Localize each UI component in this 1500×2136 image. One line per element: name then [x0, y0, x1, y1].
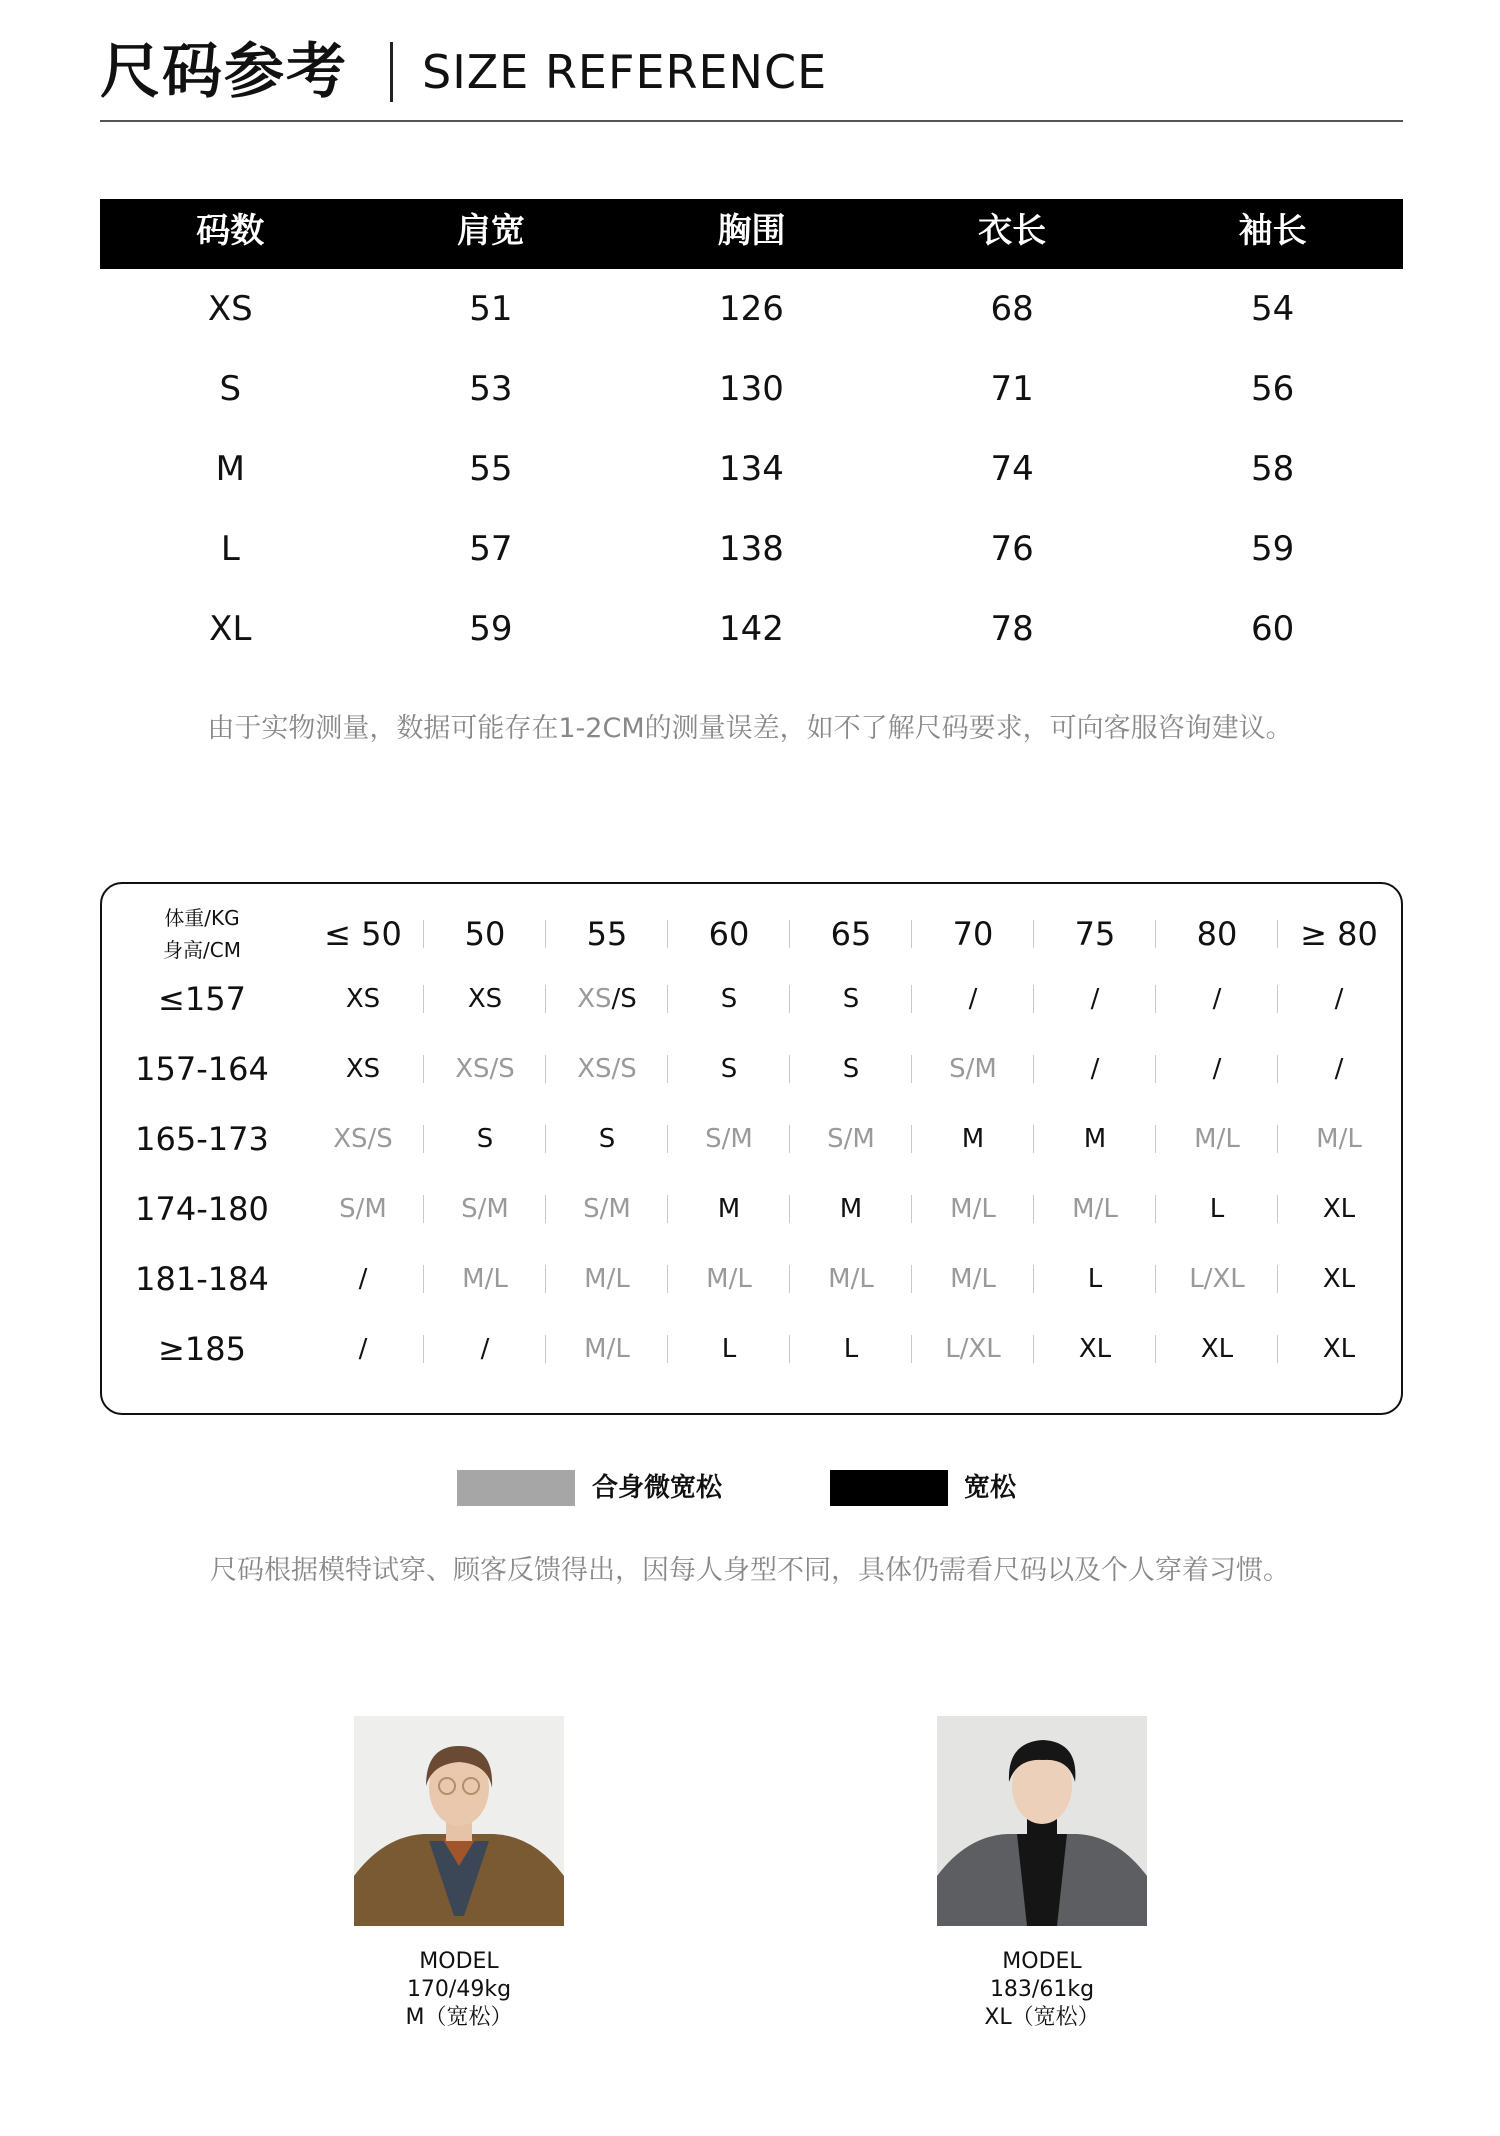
- fit-cell: [1156, 1124, 1278, 1154]
- fit-cell: [790, 1334, 912, 1364]
- fit-cell: [302, 1194, 424, 1224]
- height-label: 157-164: [135, 1050, 269, 1088]
- fit-cell: [302, 984, 424, 1014]
- table-cell: 59: [1251, 529, 1295, 569]
- table-cell: 74: [990, 449, 1034, 489]
- page-header: [100, 34, 1403, 122]
- fit-cell: [546, 984, 668, 1014]
- fit-cell: [424, 1264, 546, 1294]
- size-text: /: [1212, 984, 1222, 1014]
- fit-row: [102, 1034, 1400, 1104]
- height-label: 174-180: [135, 1190, 269, 1228]
- table-cell: 60: [1251, 609, 1295, 649]
- height-label: 181-184: [135, 1260, 269, 1298]
- weight-header: 80: [1156, 915, 1278, 953]
- fit-cell: [912, 1194, 1034, 1224]
- table-row: [100, 429, 1403, 509]
- fit-grid: [102, 904, 1400, 1384]
- size-text: /: [1090, 984, 1100, 1014]
- col-header: 袖长: [1238, 211, 1307, 251]
- size-text: /: [358, 1264, 368, 1294]
- fit-chart: [100, 882, 1403, 1415]
- size-text: XS: [345, 1054, 381, 1084]
- size-text: /: [1212, 1054, 1222, 1084]
- fit-cell: [790, 984, 912, 1014]
- size-text: L: [1087, 1264, 1103, 1294]
- size-text: S: [842, 984, 860, 1014]
- weight-header: 75: [1034, 915, 1156, 953]
- title-divider: [390, 42, 393, 102]
- fit-cell: [1278, 1124, 1400, 1154]
- fit-cell: [546, 1334, 668, 1364]
- model-card: [937, 1716, 1147, 2032]
- fit-cell: [1278, 1334, 1400, 1364]
- legend: [0, 1470, 1500, 1506]
- size-text: L/XL: [945, 1334, 1001, 1364]
- fit-cell: [302, 1124, 424, 1154]
- size-text: XS/S: [577, 1054, 637, 1084]
- table-cell: 78: [990, 609, 1034, 649]
- fit-cell: [1034, 1124, 1156, 1154]
- legend-swatch-fit: [457, 1470, 575, 1506]
- model-size: M（宽松）: [405, 2005, 513, 2030]
- size-text: /S: [611, 984, 637, 1014]
- fit-cell: [1034, 1264, 1156, 1294]
- fit-row: [102, 1104, 1400, 1174]
- fit-cell: [546, 1124, 668, 1154]
- corner-height-label: 身高/CM: [163, 938, 241, 962]
- corner-label: [102, 902, 302, 966]
- size-text: M/L: [706, 1264, 752, 1294]
- page-title-en: SIZE REFERENCE: [422, 45, 828, 99]
- col-header: 胸围: [717, 211, 786, 251]
- weight-header: 55: [546, 915, 668, 953]
- table-cell: S: [219, 369, 242, 409]
- fit-note: 尺码根据模特试穿、顾客反馈得出，因每人身型不同，具体仍需看尺码以及个人穿着习惯。: [210, 1555, 1290, 1586]
- model-label: MODEL: [1002, 1949, 1082, 1974]
- size-text: S/M: [339, 1194, 387, 1224]
- size-text: M/L: [584, 1264, 630, 1294]
- model-size: XL（宽松）: [984, 2005, 1100, 2030]
- model-photo-female: [354, 1716, 564, 1926]
- size-text: S: [842, 1054, 860, 1084]
- fit-cell: [302, 1054, 424, 1084]
- size-text: /: [1090, 1054, 1100, 1084]
- size-text: M/L: [1316, 1124, 1362, 1154]
- size-text: S/M: [705, 1124, 753, 1154]
- fit-cell: [668, 1054, 790, 1084]
- size-text: L: [843, 1334, 859, 1364]
- fit-cell: [1156, 984, 1278, 1014]
- size-text: L: [721, 1334, 737, 1364]
- size-text: /: [358, 1334, 368, 1364]
- table-row: [100, 509, 1403, 589]
- header-rule: [100, 120, 1403, 122]
- col-header: 肩宽: [456, 211, 525, 251]
- table-row: [100, 349, 1403, 429]
- table-cell: 126: [719, 289, 784, 329]
- table-cell: 130: [719, 369, 784, 409]
- fit-cell: [1034, 984, 1156, 1014]
- size-table: [100, 199, 1403, 669]
- fit-cell: [1034, 1334, 1156, 1364]
- size-text: XS/S: [333, 1124, 393, 1154]
- size-text: XL: [1322, 1264, 1356, 1294]
- fit-row: [102, 1314, 1400, 1384]
- size-text: S: [598, 1124, 616, 1154]
- fit-cell: [1278, 1054, 1400, 1084]
- page-title-cn: 尺码参考: [100, 37, 348, 107]
- size-text: M/L: [828, 1264, 874, 1294]
- fit-cell: [1034, 1194, 1156, 1224]
- table-cell: 71: [990, 369, 1034, 409]
- fit-cell: [912, 1054, 1034, 1084]
- fit-cell: [424, 1334, 546, 1364]
- size-text: M/L: [950, 1194, 996, 1224]
- legend-label-fit: 合身微宽松: [592, 1473, 723, 1503]
- fit-cell: [790, 1054, 912, 1084]
- weight-header: 70: [912, 915, 1034, 953]
- table-cell: 134: [719, 449, 784, 489]
- size-text: M: [717, 1194, 741, 1224]
- size-text: M/L: [584, 1334, 630, 1364]
- table-cell: 51: [469, 289, 513, 329]
- fit-cell: [424, 1194, 546, 1224]
- model-photo-male: [937, 1716, 1147, 1926]
- fit-cell: [912, 1334, 1034, 1364]
- table-cell: L: [220, 529, 240, 569]
- corner-weight-label: 体重/KG: [164, 906, 240, 930]
- model-stats: 170/49kg: [406, 1977, 512, 2002]
- table-cell: 58: [1251, 449, 1295, 489]
- weight-header: 60: [668, 915, 790, 953]
- model-label: MODEL: [419, 1949, 499, 1974]
- fit-cell: [668, 1264, 790, 1294]
- table-cell: 138: [719, 529, 784, 569]
- size-text: L: [1209, 1194, 1225, 1224]
- size-text: M/L: [950, 1264, 996, 1294]
- fit-cell: [1278, 1264, 1400, 1294]
- size-text: S/M: [949, 1054, 997, 1084]
- weight-header: 50: [424, 915, 546, 953]
- size-text: XL: [1322, 1334, 1356, 1364]
- model-stats: 183/61kg: [989, 1977, 1095, 2002]
- size-text: XS/S: [455, 1054, 515, 1084]
- size-text: S: [476, 1124, 494, 1154]
- fit-cell: [790, 1124, 912, 1154]
- table-cell: 56: [1251, 369, 1295, 409]
- measurement-note: 由于实物测量，数据可能存在1-2CM的测量误差，如不了解尺码要求，可向客服咨询建议。: [207, 713, 1293, 744]
- fit-cell: [546, 1194, 668, 1224]
- size-text: XL: [1322, 1194, 1356, 1224]
- height-label: ≤157: [158, 980, 246, 1018]
- size-text: S/M: [461, 1194, 509, 1224]
- size-text: M: [839, 1194, 863, 1224]
- size-text: /: [1334, 984, 1344, 1014]
- fit-cell: [424, 984, 546, 1014]
- fit-cell: [424, 1054, 546, 1084]
- weight-header: ≤ 50: [324, 915, 402, 953]
- size-text: /: [480, 1334, 490, 1364]
- fit-cell: [424, 1124, 546, 1154]
- height-label: 165-173: [135, 1120, 269, 1158]
- fit-cell: [1156, 1334, 1278, 1364]
- table-cell: 76: [990, 529, 1034, 569]
- size-text: XS: [467, 984, 503, 1014]
- weight-header: ≥ 80: [1278, 915, 1400, 953]
- fit-header-row: [102, 904, 1400, 964]
- fit-cell: [668, 1334, 790, 1364]
- size-text: /: [968, 984, 978, 1014]
- fit-cell: [668, 1124, 790, 1154]
- size-text: M: [961, 1124, 985, 1154]
- table-cell: 54: [1251, 289, 1295, 329]
- fit-cell: [1278, 1194, 1400, 1224]
- size-text: S: [720, 984, 738, 1014]
- fit-cell: [1034, 1054, 1156, 1084]
- size-text: M/L: [1072, 1194, 1118, 1224]
- table-cell: 142: [719, 609, 784, 649]
- size-text: M/L: [462, 1264, 508, 1294]
- fit-row: [102, 1244, 1400, 1314]
- table-cell: 55: [469, 449, 513, 489]
- size-text: /: [1334, 1054, 1344, 1084]
- table-row: [100, 269, 1403, 349]
- table-cell: XS: [207, 289, 253, 329]
- table-cell: 68: [990, 289, 1034, 329]
- fit-cell: [912, 984, 1034, 1014]
- fit-cell: [668, 1194, 790, 1224]
- size-text: S/M: [827, 1124, 875, 1154]
- fit-cell: [790, 1194, 912, 1224]
- size-text: XL: [1200, 1334, 1234, 1364]
- col-header: 码数: [196, 211, 265, 251]
- fit-cell: [912, 1264, 1034, 1294]
- size-text: M/L: [1194, 1124, 1240, 1154]
- fit-cell: [790, 1264, 912, 1294]
- col-header: 衣长: [978, 211, 1047, 251]
- size-text: S/M: [583, 1194, 631, 1224]
- weight-header: 65: [790, 915, 912, 953]
- fit-cell: [302, 1264, 424, 1294]
- size-text: XL: [1078, 1334, 1112, 1364]
- fit-cell: [1156, 1054, 1278, 1084]
- table-row: [100, 589, 1403, 669]
- table-cell: XL: [209, 609, 252, 649]
- legend-swatch-loose: [830, 1470, 948, 1506]
- fit-cell: [912, 1124, 1034, 1154]
- size-text: L/XL: [1189, 1264, 1245, 1294]
- size-text: XS: [345, 984, 381, 1014]
- fit-row: [102, 964, 1400, 1034]
- fit-cell: [546, 1264, 668, 1294]
- height-label: ≥185: [158, 1330, 246, 1368]
- fit-cell: [668, 984, 790, 1014]
- fit-cell: [302, 1334, 424, 1364]
- table-cell: 59: [469, 609, 513, 649]
- table-cell: M: [215, 449, 245, 489]
- size-text: S: [720, 1054, 738, 1084]
- fit-cell: [1156, 1194, 1278, 1224]
- size-table-header: [100, 199, 1403, 269]
- table-cell: 53: [469, 369, 513, 409]
- legend-label-loose: 宽松: [964, 1473, 1017, 1503]
- table-cell: 57: [469, 529, 513, 569]
- fit-cell: [1278, 984, 1400, 1014]
- size-text: M: [1083, 1124, 1107, 1154]
- size-text: XS: [577, 984, 612, 1014]
- fit-cell: [546, 1054, 668, 1084]
- fit-cell: [1156, 1264, 1278, 1294]
- fit-row: [102, 1174, 1400, 1244]
- model-card: [354, 1716, 564, 2032]
